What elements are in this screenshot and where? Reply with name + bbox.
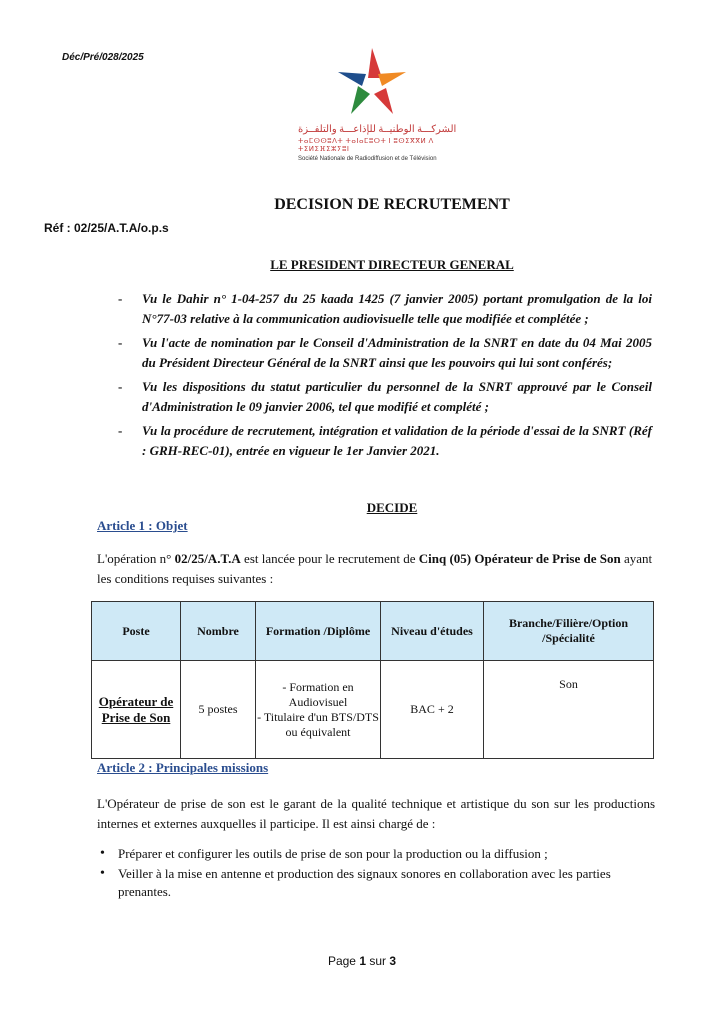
header-formation: Formation /Diplôme	[256, 602, 381, 661]
document-title: DECISION DE RECRUTEMENT	[274, 196, 510, 213]
consideration-item: - Vu le Dahir n° 1-04-257 du 25 kaada 1425 (7 janvier 2005) portant promulgation de la loi N°77-03 relative à la communication audiovisuelle telle que modifiée et complétée ;	[118, 289, 652, 329]
table-header-row	[92, 602, 654, 661]
article2-title: Article 2 : Principales missions	[97, 760, 269, 775]
recruitment-count: Cinq (05) Opérateur de Prise de Son	[418, 551, 621, 566]
snrt-star-logo	[330, 44, 414, 120]
article1-intro: L'opération n° 02/25/A.T.A est lancée pour le recrutement de Cinq (05) Opérateur de Prise de Son ayant les conditions requises suivantes :	[97, 551, 653, 586]
header-nombre: Nombre	[181, 602, 256, 661]
header-niveau: Niveau d'études	[381, 602, 484, 661]
consideration-item: - Vu l'acte de nomination par le Conseil d'Administration de la SNRT en date du 04 Mai 2005 du Président Directeur Général de la SNRT ainsi que les pouvoirs qui lui sont conférés;	[118, 333, 652, 373]
list-item: • Préparer et configurer les outils de prise de son pour la production ou la diffusion ;	[97, 845, 655, 863]
org-name-french: Société Nationale de Radiodiffusion et de Télévision	[298, 156, 437, 162]
cell-formation: - Formation en Audiovisuel - Titulaire d'un BTS/DTS ou équivalent	[256, 661, 381, 759]
requirements-table	[91, 601, 654, 759]
organization-name	[298, 124, 468, 162]
president-title: LE PRESIDENT DIRECTEUR GENERAL	[270, 257, 514, 272]
reference: Réf : 02/25/A.T.A/o.p.s	[44, 221, 169, 235]
consideration-item: - Vu la procédure de recrutement, intégration et validation de la période d'essai de la SNRT (Réf : GRH-REC-01), entrée en vigueur le 1er Janvier 2021.	[118, 421, 652, 461]
list-item: • Veiller à la mise en antenne et production des signaux sonores en collaboration avec les parties prenantes.	[97, 865, 655, 901]
header-poste: Poste	[92, 602, 181, 661]
missions-list	[97, 845, 655, 903]
cell-poste: Opérateur de Prise de Son	[92, 661, 181, 759]
header-branche: Branche/Filière/Option /Spécialité	[484, 602, 654, 661]
operation-number: 02/25/A.T.A	[174, 551, 241, 566]
org-name-tifinagh: ⵜⴰⵎⵙⵙⵓⴷⵜ ⵜⴰⵏⴰⵎⵓⵔⵜ ⵏ ⵓⵙⵉⴳⴳⵍ ⴷ ⵜⵉⵍⵉⴼⵉⵣⵢⵓⵏ	[298, 137, 434, 153]
cell-niveau: BAC + 2	[381, 661, 484, 759]
org-name-arabic: الشركـــة الوطنيــة للإذاعـــة والتلفــزة	[298, 124, 457, 135]
page-number: Page 1 sur 3	[327, 954, 397, 968]
decide-heading: DECIDE	[366, 500, 418, 515]
article1-title: Article 1 : Objet	[97, 518, 188, 533]
article2-paragraph: L'Opérateur de prise de son est le garant de la qualité technique et artistique du son sur les productions internes et externes auxquelles il participe. Il est ainsi chargé de :	[97, 796, 655, 831]
cell-nombre: 5 postes	[181, 661, 256, 759]
table-row	[92, 661, 654, 759]
consideration-item: - Vu les dispositions du statut particulier du personnel de la SNRT approuvé par le Conseil d'Administration le 09 janvier 2006, tel que modifié et complété ;	[118, 377, 652, 417]
document-code: Déc/Pré/028/2025	[62, 52, 144, 63]
cell-branche: Son	[484, 661, 654, 759]
considerations-list	[118, 289, 652, 465]
